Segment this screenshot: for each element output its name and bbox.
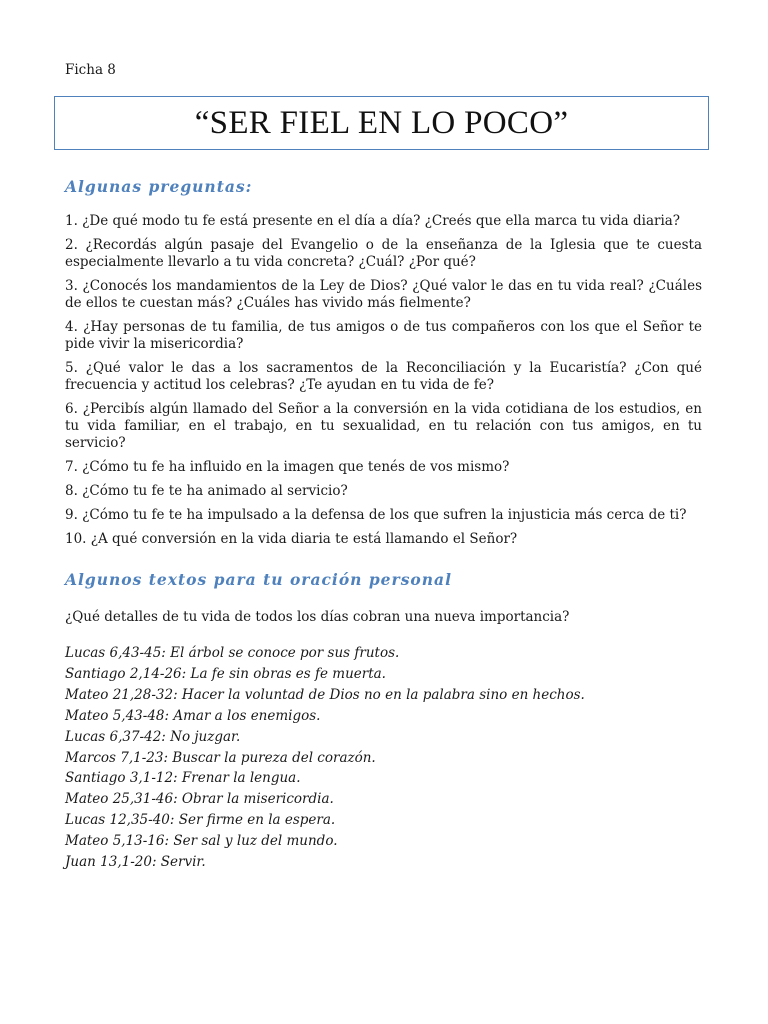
text-item: Mateo 21,28-32: Hacer la voluntad de Dios no en la palabra sino en hechos. (65, 686, 585, 703)
texts-list (65, 643, 585, 873)
text-item: Marcos 7,1-23: Buscar la pureza del corazón. (65, 749, 376, 766)
question-item: 8. ¿Cómo tu fe te ha animado al servicio? (65, 483, 348, 499)
question-item: 5. ¿Qué valor le das a los sacramentos de la Reconciliación y la Eucaristía? ¿Con qué frecuencia y actitud los celebras? ¿Te ayudan en tu vida de fe? (65, 360, 702, 393)
text-item: Santiago 3,1-12: Frenar la lengua. (65, 770, 301, 787)
questions-list (65, 213, 702, 555)
ficha-label: Ficha 8 (65, 62, 116, 78)
text-item: Lucas 12,35-40: Ser firme en la espera. (65, 812, 336, 829)
question-item: 10. ¿A qué conversión en la vida diaria te está llamando el Señor? (65, 531, 518, 547)
page-title: “SER FIEL EN LO POCO” (194, 104, 569, 141)
text-item: Mateo 5,43-48: Amar a los enemigos. (65, 707, 321, 724)
question-item: 4. ¿Hay personas de tu familia, de tus amigos o de tus compañeros con los que el Señor te pide vivir la misericordia? (65, 319, 702, 352)
text-item: Juan 13,1-20: Servir. (65, 854, 206, 871)
questions-heading: Algunas preguntas: (65, 177, 253, 196)
text-item: Lucas 6,37-42: No juzgar. (65, 728, 241, 745)
text-item: Santiago 2,14-26: La fe sin obras es fe muerta. (65, 665, 386, 682)
texts-heading: Algunos textos para tu oración personal (65, 570, 452, 589)
question-item: 7. ¿Cómo tu fe ha influido en la imagen que tenés de vos mismo? (65, 459, 510, 475)
title-box (54, 96, 709, 150)
question-item: 2. ¿Recordás algún pasaje del Evangelio o de la enseñanza de la Iglesia que te cuesta especialmente llevarlo a tu vida concreta? ¿Cuál? ¿Por qué? (65, 237, 702, 270)
question-item: 3. ¿Conocés los mandamientos de la Ley de Dios? ¿Qué valor le das en tu vida real? ¿Cuáles de ellos te cuestan más? ¿Cuáles has vivido más fielmente? (65, 278, 702, 311)
text-item: Lucas 6,43-45: El árbol se conoce por sus frutos. (65, 645, 400, 661)
text-item: Mateo 25,31-46: Obrar la misericordia. (65, 791, 334, 808)
question-item: 9. ¿Cómo tu fe te ha impulsado a la defensa de los que sufren la injusticia más cerca de ti? (65, 507, 687, 523)
text-item: Mateo 5,13-16: Ser sal y luz del mundo. (65, 833, 338, 850)
question-item: 1. ¿De qué modo tu fe está presente en el día a día? ¿Creés que ella marca tu vida diaria? (65, 213, 681, 229)
texts-intro: ¿Qué detalles de tu vida de todos los días cobran una nueva importancia? (65, 609, 570, 625)
question-item: 6. ¿Percibís algún llamado del Señor a la conversión en la vida cotidiana de los estudios, en tu vida familiar, en el trabajo, en tu sexualidad, en tu relación con tus amigos, en tu servicio? (65, 401, 702, 451)
